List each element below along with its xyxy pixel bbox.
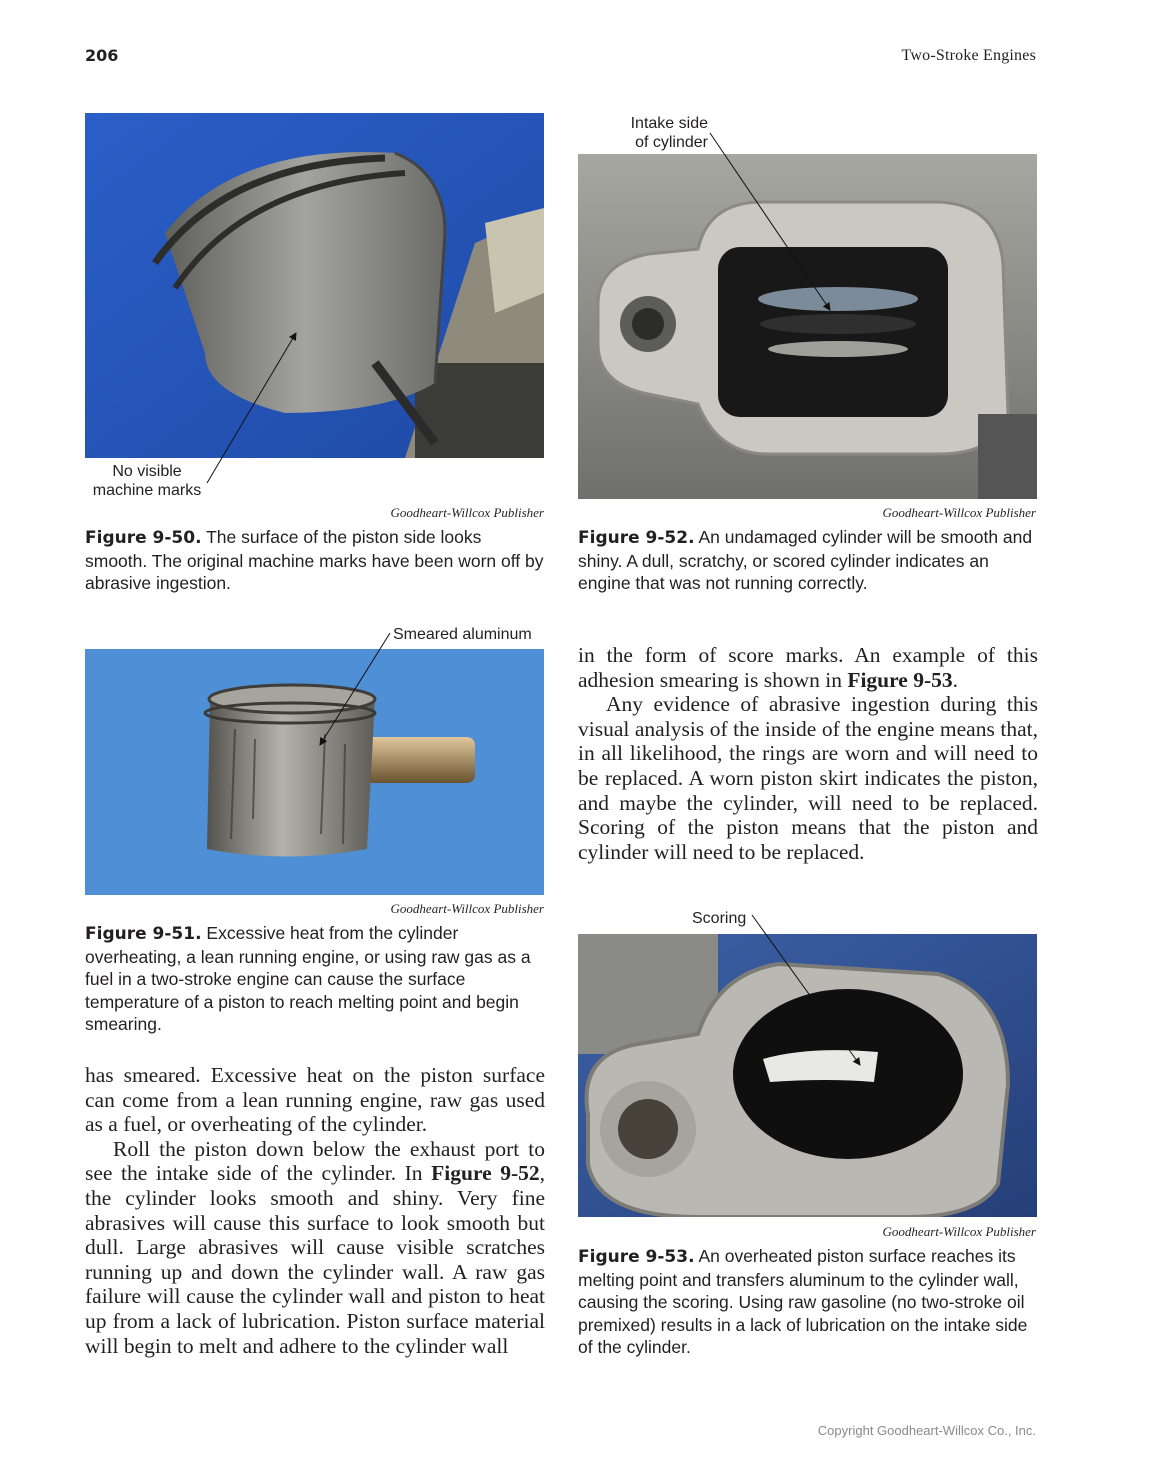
body-left-paragraph-2 [85,1137,545,1358]
figure-9-53-label: Figure 9-53. [578,1247,695,1267]
body-right-paragraph-2: Any evidence of abrasive ingestion during this visual analysis of the inside of the engine means that, in all likelihood, the rings are worn and will need to be replaced. A worn piston skirt indicates the piston, and maybe the cylinder, will need to be replaced. Scoring of the piston means that the piston and cylinder will need to be replaced. [578,692,1038,864]
figure-9-50-caption [85,526,545,595]
body-right-p1-start: in the form of score marks. An example of this adhesion smearing is shown in [578,643,1038,692]
running-title: Two-Stroke Engines [901,47,1036,64]
figure-9-51-callout: Smeared aluminum [393,626,532,643]
body-text-left [85,1063,545,1358]
figure-9-53-callout: Scoring [692,910,747,927]
page-number: 206 [85,46,119,65]
figure-9-50-callout: No visible machine marks [92,463,202,499]
figure-9-51-photo [85,649,544,895]
figure-9-51-caption [85,922,545,1036]
figure-9-52-caption [578,526,1038,595]
figure-9-50-photo [85,113,544,458]
figure-9-52-text: An undamaged cylinder will be smooth and shiny. A dull, scratchy, or scored cylinder indicates an engine that was not running correctly. [578,527,1033,594]
figure-9-53-reference: Figure 9-53 [847,667,953,692]
body-left-paragraph-1: has smeared. Excessive heat on the piston surface can come from a lean running engine, raw gas used as a fuel, or overheating of the cylinder. [85,1063,545,1137]
body-right-p1-end: . [952,667,958,692]
figure-9-53-caption [578,1245,1038,1359]
figure-9-52-credit: Goodheart-Willcox Publisher [882,505,1036,520]
figure-9-53-photo [578,934,1037,1217]
figure-9-50-text: The surface of the piston side looks smooth. The original machine marks have been worn off by abrasive ingestion. [85,527,544,594]
body-right-paragraph-1 [578,643,1038,692]
figure-9-50-label: Figure 9-50. [85,528,202,548]
copyright-notice: Copyright Goodheart-Willcox Co., Inc. [817,1423,1036,1438]
figure-9-51-label: Figure 9-51. [85,924,202,944]
figure-9-52-reference: Figure 9-52 [431,1161,540,1186]
body-left-p2-start: Roll the piston down below the exhaust port to see the intake side of the cylinder. In [85,1136,545,1186]
figure-9-51-text: Excessive heat from the cylinder overheating, a lean running engine, or using raw gas as a fuel in a two-stroke engine can cause the surface temperature of a piston to reach melting point and begin smearing. [85,923,531,1035]
figure-9-52-callout: Intake side of cylinder [630,115,708,151]
figure-9-50-credit: Goodheart-Willcox Publisher [390,505,544,520]
figure-9-52-label: Figure 9-52. [578,528,695,548]
figure-9-53-credit: Goodheart-Willcox Publisher [882,1224,1036,1239]
figure-9-53-text: An overheated piston surface reaches its melting point and transfers aluminum to the cylinder wall, causing the scoring. Using raw gasoline (no two-stroke oil premixed) results in a lack of lubrication on the intake side of the cylinder. [578,1246,1028,1358]
figure-9-51-credit: Goodheart-Willcox Publisher [390,901,544,916]
figure-9-52-photo [578,154,1037,499]
body-left-p2-end: , the cylinder looks smooth and shiny. Very fine abrasives will cause this surface to look smooth but dull. Large abrasives will cause visible scratches running up and down the cylinder wall. A raw gas failure will cause the cylinder wall and piston to heat up from a lack of lubrication. Piston surface material will begin to melt and adhere to the cylinder wall [85,1161,546,1358]
body-text-right [578,643,1038,864]
